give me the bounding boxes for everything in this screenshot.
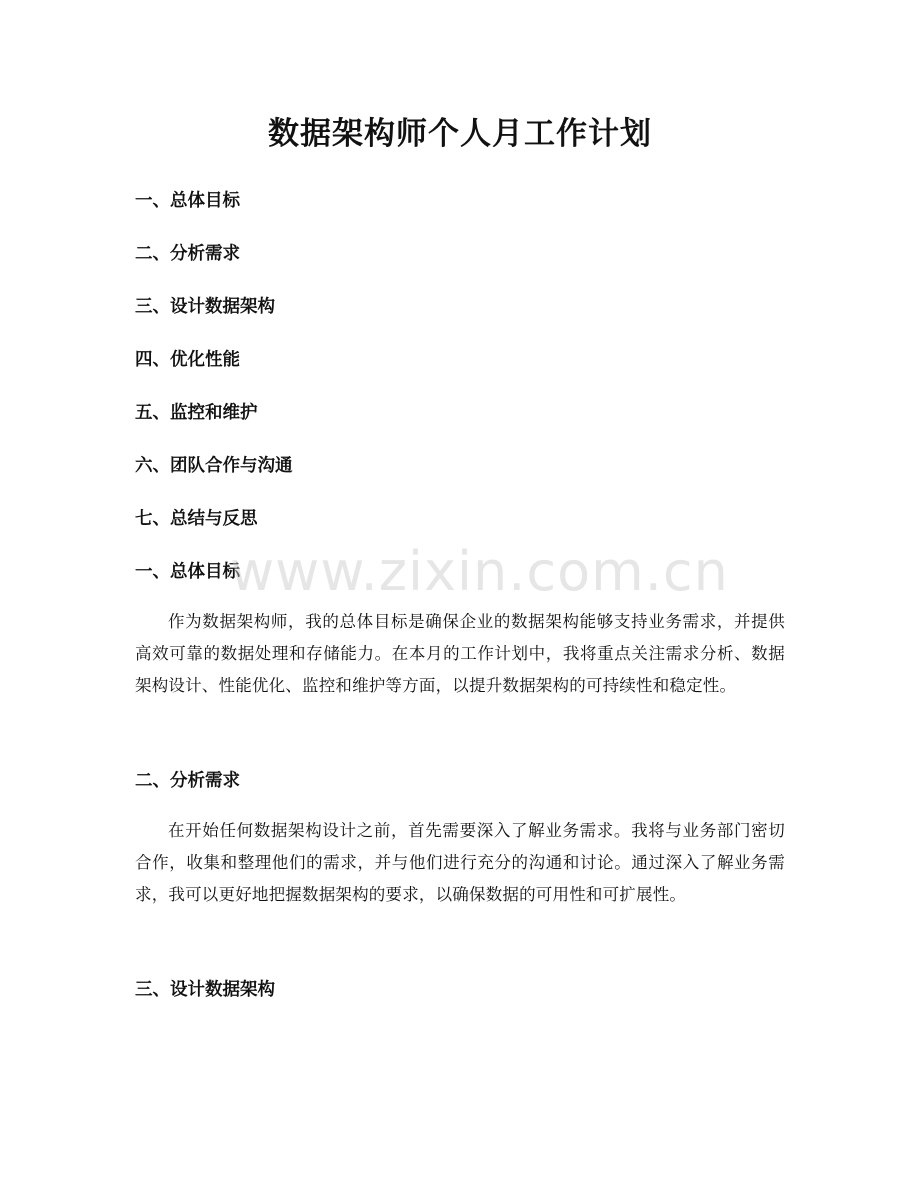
toc-item: 六、团队合作与沟通 (135, 456, 293, 476)
toc-item: 五、监控和维护 (135, 403, 258, 423)
toc-item: 一、总体目标 (135, 191, 240, 211)
toc-item: 三、设计数据架构 (135, 297, 275, 317)
section-heading-architecture: 三、设计数据架构 (135, 980, 275, 1000)
section-body-requirements: 在开始任何数据架构设计之前，首先需要深入了解业务需求。我将与业务部门密切合作，收集和整理他们的需求，并与他们进行充分的沟通和讨论。通过深入了解业务需求，我可以更好地把握数据架构的要求，以确保数据的可用性和可扩展性。 (135, 821, 785, 904)
toc-item: 二、分析需求 (135, 244, 240, 264)
table-of-contents (135, 188, 293, 559)
toc-item: 七、总结与反思 (135, 509, 258, 529)
watermark: www.zixin.com.cn (230, 540, 729, 603)
section-heading-goals: 一、总体目标 (135, 562, 240, 582)
section-body-goals: 作为数据架构师，我的总体目标是确保企业的数据架构能够支持业务需求，并提供高效可靠的数据处理和存储能力。在本月的工作计划中，我将重点关注需求分析、数据架构设计、性能优化、监控和维护等方面，以提升数据架构的可持续性和稳定性。 (135, 612, 785, 695)
section-heading-requirements: 二、分析需求 (135, 771, 240, 791)
toc-item: 四、优化性能 (135, 350, 240, 370)
document-title: 数据架构师个人月工作计划 (268, 116, 652, 152)
